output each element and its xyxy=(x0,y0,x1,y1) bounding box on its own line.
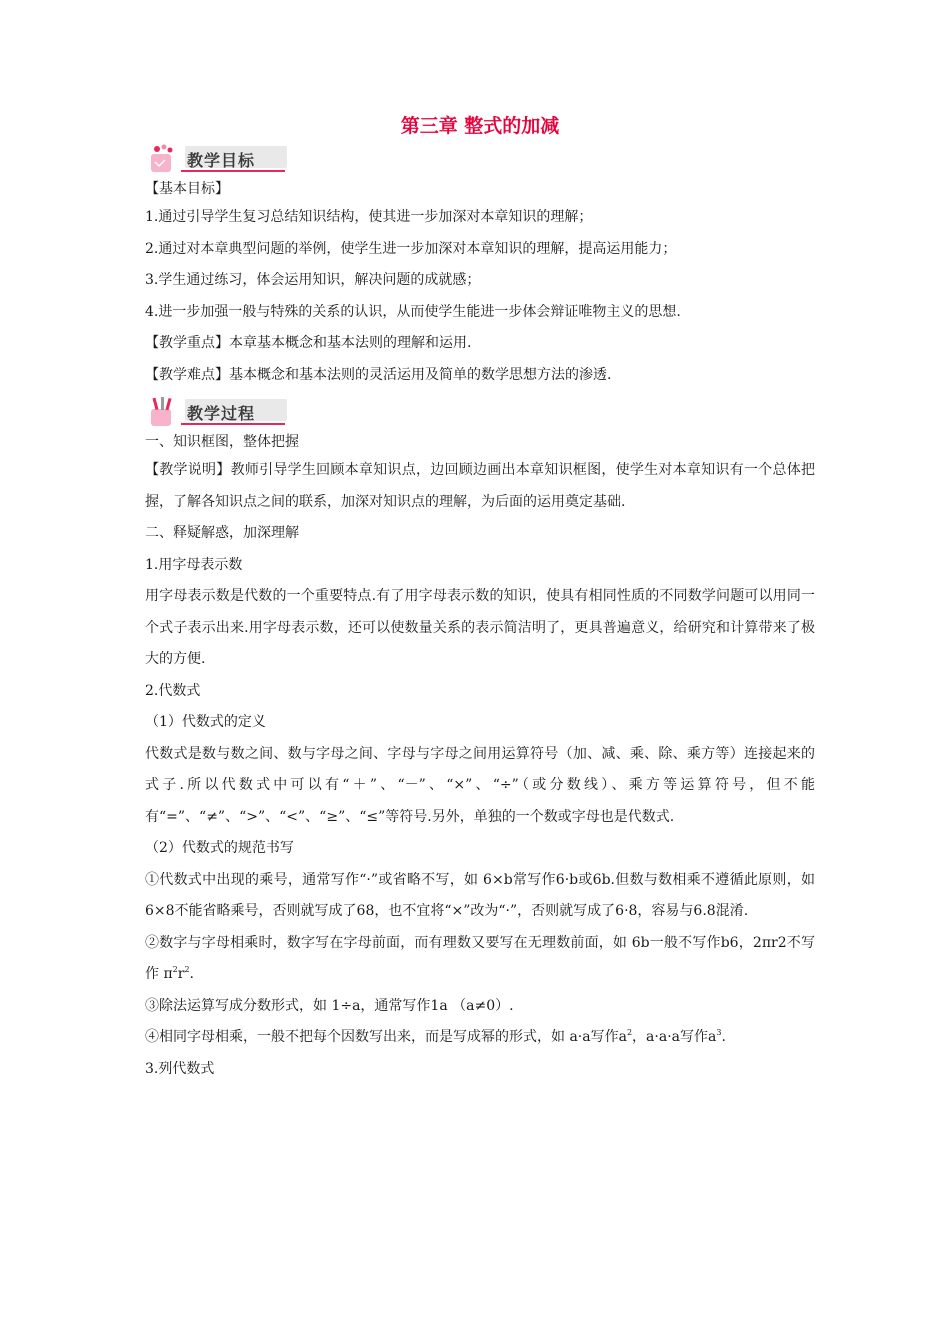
point-2-sub-2: （2）代数式的规范书写 xyxy=(145,840,294,856)
point-1-text: 用字母表示数是代数的一个重要特点.有了用字母表示数的知识，使具有相同性质的不同数学问题可以用同一个式子表示出来.用字母表示数，还可以使数量关系的表示简洁明了，更具普遍意义，给研究和计算带来了极大的方便. xyxy=(145,588,815,667)
document-page xyxy=(145,112,815,1085)
section-banner-goals xyxy=(145,142,295,176)
point-2-title: 2.代数式 xyxy=(145,682,201,699)
key-point: 【教学重点】本章基本概念和基本法则的理解和运用. xyxy=(145,335,472,351)
rule-2-text: ②数字与字母相乘时，数字写在字母前面，而有理数又要写在无理数前面，如 6b一般不写作b6，2πr2不写作 π xyxy=(145,934,815,982)
point-3-title: 3.列代数式 xyxy=(145,1060,215,1077)
rule-3: ③除法运算写成分数形式，如 1÷a，通常写作1a （a≠0）. xyxy=(145,997,514,1014)
rule-4-end: . xyxy=(721,1029,726,1045)
rule-4-sup-1: 2 xyxy=(626,1028,633,1037)
goal-item-1: 1.通过引导学生复习总结知识结构，使其进一步加深对本章知识的理解； xyxy=(145,209,593,225)
goal-item-4: 4.进一步加强一般与特殊的关系的认识，从而使学生能进一步体会辩证唯物主义的思想. xyxy=(145,303,681,320)
banner-label: 教学目标 xyxy=(187,151,256,170)
difficulty: 【教学难点】基本概念和基本法则的灵活运用及简单的数学思想方法的渗透. xyxy=(145,366,612,383)
teacup-icon xyxy=(145,142,185,176)
section-1-text: 【教学说明】教师引导学生回顾本章知识点，边回顾边画出本章知识框图，使学生对本章知识有一个总体把握，了解各知识点之间的联系，加深对知识点的理解，为后面的运用奠定基础. xyxy=(145,462,815,510)
goal-item-3: 3.学生通过练习，体会运用知识，解决问题的成就感； xyxy=(145,272,481,288)
rule-4-mid: ，a·a·a写作a xyxy=(632,1029,717,1045)
rule-2-sup-1: 2 xyxy=(172,965,178,974)
point-1-title: 1.用字母表示数 xyxy=(145,556,243,573)
rule-2-end: . xyxy=(189,966,194,982)
point-2-sub-1: （1）代数式的定义 xyxy=(145,714,266,730)
section-1-title: 一、知识框图，整体把握 xyxy=(145,434,299,450)
rule-2-var: r xyxy=(177,966,185,982)
rule-4-text: ④相同字母相乘，一般不把每个因数写出来，而是写成幂的形式，如 a·a写作a xyxy=(145,1029,627,1045)
rule-4-sup-2: 3 xyxy=(716,1028,722,1037)
rule-4 xyxy=(145,1022,815,1054)
point-2-definition: 代数式是数与数之间、数与字母之间、字母与字母之间用运算符号（加、减、乘、除、乘方等）连接起来的式子.所以代数式中可以有“＋”、“－”、“×”、“÷”（或分数线）、乘方等运算符号，但不能有“=”、“≠”、“>”、“<”、“≥”、“≤”等符号.另外，单独的一个数或字母也是代数式. xyxy=(145,745,815,825)
goals-heading: 【基本目标】 xyxy=(145,181,229,197)
banner-label: 教学过程 xyxy=(187,404,256,423)
rule-2 xyxy=(145,928,815,991)
chapter-title: 第三章 整式的加减 xyxy=(400,115,560,137)
section-banner-process xyxy=(145,395,295,429)
rule-2-sup-2: 2 xyxy=(184,965,190,974)
section-2-title: 二、释疑解惑，加深理解 xyxy=(145,525,299,541)
pencil-cup-icon xyxy=(145,395,185,429)
goal-item-2: 2.通过对本章典型问题的举例，使学生进一步加深对本章知识的理解，提高运用能力； xyxy=(145,240,677,257)
rule-1: ①代数式中出现的乘号，通常写作“·”或省略不写，如 6×b常写作6·b或6b.但数与数相乘不遵循此原则，如6×8不能省略乘号，否则就写成了68，也不宜将“×”改为“·”，否则就写成了6·8，容易与6.8混淆. xyxy=(145,871,815,919)
